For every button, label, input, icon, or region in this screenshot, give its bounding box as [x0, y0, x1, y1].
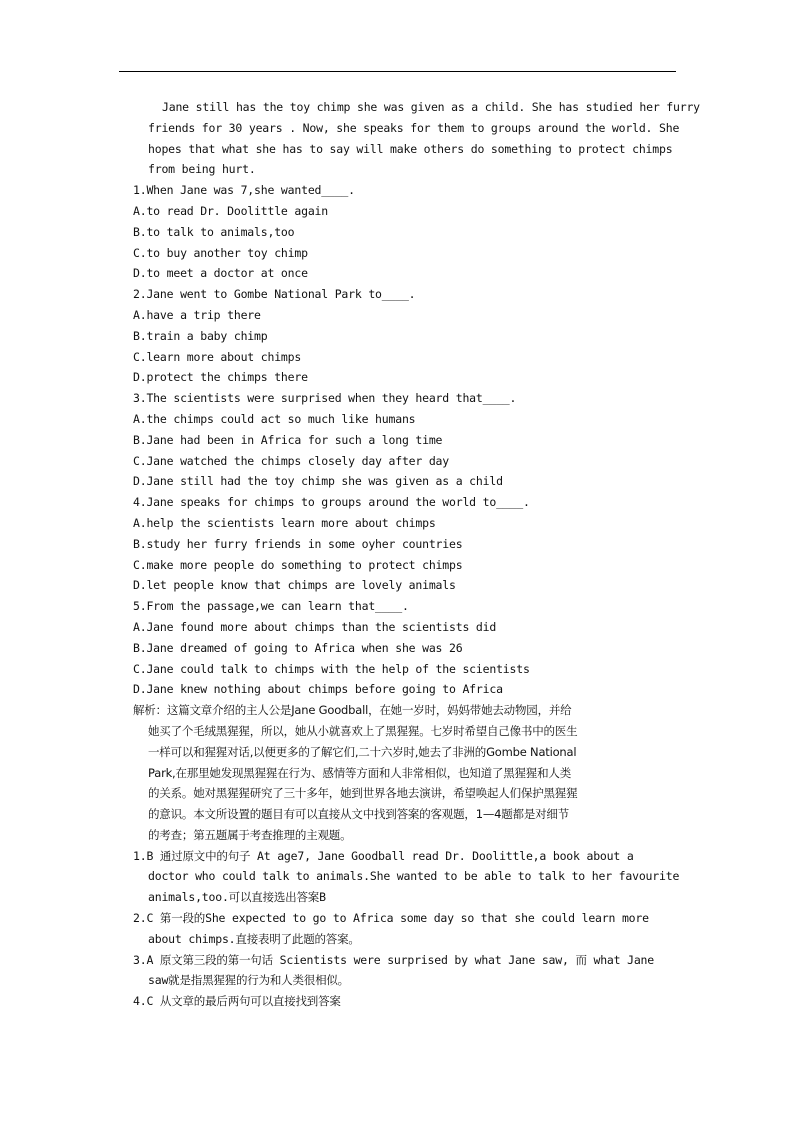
answer-line: 1.B 通过原文中的句子 At age7, Jane Goodball read Dr. Doolittle,a book about a [133, 848, 634, 863]
analysis-line: 的考查；第五题属于考查推理的主观题。 [148, 827, 352, 842]
passage-line: from being hurt. [148, 162, 256, 177]
option-b: B.to talk to animals,too [133, 224, 295, 239]
option-d: D.let people know that chimps are lovely animals [133, 578, 456, 593]
option-c: C.make more people do something to protect chimps [133, 557, 463, 572]
question-stem: 4.Jane speaks for chimps to groups around the world to____. [133, 495, 530, 510]
option-b: B.study her furry friends in some oyher countries [133, 536, 463, 551]
question-2 [133, 284, 698, 388]
answer-line: saw就是指黑猩猩的行为和人类很相似。 [148, 973, 349, 988]
option-d: D.Jane knew nothing about chimps before going to Africa [133, 682, 503, 697]
answer-line: doctor who could talk to animals.She wanted to be able to talk to her favourite [148, 869, 680, 884]
option-a: A.have a trip there [133, 307, 261, 322]
option-c: C.Jane watched the chimps closely day after day [133, 453, 450, 468]
passage-line: hopes that what she has to say will make others do something to protect chimps [148, 141, 673, 156]
option-b: B.train a baby chimp [133, 328, 268, 343]
option-b: B.Jane dreamed of going to Africa when she was 26 [133, 640, 463, 655]
answer-1 [133, 846, 698, 908]
option-c: C.to buy another toy chimp [133, 245, 308, 260]
analysis-line: Park,在那里她发现黑猩猩在行为、感情等方面和人非常相似，也知道了黑猩猩和人类 [148, 765, 572, 780]
answer-3 [133, 950, 698, 992]
question-stem: 5.From the passage,we can learn that____. [133, 599, 409, 614]
option-b: B.Jane had been in Africa for such a long time [133, 432, 443, 447]
header-rule [119, 71, 676, 72]
question-stem: 1.When Jane was 7,she wanted____. [133, 183, 355, 198]
option-d: D.protect the chimps there [133, 370, 308, 385]
answer-line: 3.A 原文第三段的第一句话 Scientists were surprised by what Jane saw, 而 what Jane [133, 952, 654, 967]
question-5 [133, 596, 698, 700]
question-4 [133, 492, 698, 596]
passage-line: friends for 30 years . Now, she speaks for them to groups around the world. She [148, 120, 680, 135]
analysis-line: 解析：这篇文章介绍的主人公是Jane Goodball，在她一岁时，妈妈带她去动物园，并给 [133, 703, 572, 718]
document-body [133, 97, 698, 1012]
option-a: A.Jane found more about chimps than the scientists did [133, 619, 497, 634]
analysis-paragraph [133, 700, 698, 846]
option-a: A.the chimps could act so much like humans [133, 411, 416, 426]
option-a: A.help the scientists learn more about chimps [133, 515, 436, 530]
option-d: D.Jane still had the toy chimp she was given as a child [133, 474, 503, 489]
answer-4 [133, 991, 698, 1012]
passage-line: Jane still has the toy chimp she was given as a child. She has studied her furry [162, 100, 700, 114]
question-3 [133, 388, 698, 492]
option-a: A.to read Dr. Doolittle again [133, 203, 328, 218]
option-d: D.to meet a doctor at once [133, 266, 308, 281]
answer-2 [133, 908, 698, 950]
answer-line: animals,too.可以直接选出答案B [148, 890, 326, 905]
analysis-line: 她买了个毛绒黑猩猩，所以，她从小就喜欢上了黑猩猩。七岁时希望自己像书中的医生 [148, 723, 578, 738]
answer-line: 2.C 第一段的She expected to go to Africa some day so that she could learn more [133, 911, 649, 926]
question-stem: 2.Jane went to Gombe National Park to____. [133, 287, 416, 302]
question-1 [133, 180, 698, 284]
answer-line: about chimps.直接表明了此题的答案。 [148, 931, 360, 946]
analysis-line: 一样可以和猩猩对话,以便更多的了解它们,二十六岁时,她去了非洲的Gombe National [148, 744, 577, 759]
analysis-line: 的关系。她对黑猩猩研究了三十多年，她到世界各地去演讲，希望唤起人们保护黑猩猩 [148, 786, 578, 801]
analysis-line: 的意识。本文所设置的题目有可以直接从文中找到答案的客观题，1—4题都是对细节 [148, 807, 570, 822]
answer-line: 4.C 从文章的最后两句可以直接找到答案 [133, 994, 341, 1009]
question-stem: 3.The scientists were surprised when they heard that____. [133, 391, 517, 406]
passage-paragraph [133, 97, 698, 180]
option-c: C.Jane could talk to chimps with the help of the scientists [133, 661, 530, 676]
option-c: C.learn more about chimps [133, 349, 302, 364]
